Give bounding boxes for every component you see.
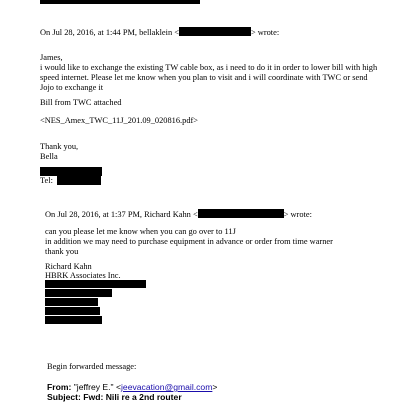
subject-value: Fwd: Nili re a 2nd router [83, 392, 182, 402]
redaction-bar [45, 289, 112, 297]
signature-name: Bella [40, 152, 58, 161]
redaction-bar [45, 316, 102, 324]
signature-company: HBRK Associates Inc. [45, 271, 121, 280]
email-body-line: speed internet. Please let me know when you plan to visit and i will coordinate with TWC or send [40, 73, 368, 82]
attachment-note: Bill from TWC attached [40, 98, 122, 107]
redaction-bar [40, 0, 200, 4]
redaction-bar [57, 176, 101, 185]
signature-name: Richard Kahn [45, 262, 92, 271]
email-closing: Thank you, [40, 142, 79, 151]
email-header-bella: On Jul 28, 2016, at 1:44 PM, bellaklein < > wrote: [40, 28, 280, 37]
email-body-line: i would like to exchange the existing TW cable box, as i need to do it in order to lower bill with high [40, 63, 378, 72]
from-name: "jeffrey E." < [73, 382, 122, 392]
forwarded-intro: Begin forwarded message: [47, 362, 137, 371]
redaction-bar [45, 298, 98, 306]
redaction-bar [179, 27, 251, 36]
from-suffix: > [212, 382, 218, 392]
forwarded-from-line [47, 382, 217, 392]
redaction-bar [45, 280, 146, 288]
forwarded-subject-line [47, 392, 182, 402]
from-label: From: [47, 382, 72, 392]
redaction-bar [45, 307, 100, 315]
from-email-link[interactable]: jeevacation@gmail.com [121, 382, 213, 392]
redaction-bar [198, 209, 284, 218]
email-greeting: James, [40, 53, 63, 62]
attachment-filename[interactable]: <NES_Amex_TWC_11J_201.09_020816.pdf> [40, 116, 199, 125]
subject-label: Subject: [47, 392, 81, 402]
email-body-line: Jojo to exchange it [40, 83, 104, 92]
redaction-bar [40, 167, 102, 176]
email-header-richard: On Jul 28, 2016, at 1:37 PM, Richard Kahn < > wrote: [45, 210, 312, 219]
email-body-line: can you please let me know when you can go over to 11J [45, 227, 236, 236]
tel-label: Tel: [40, 176, 53, 185]
email-body-line: in addition we may need to purchase equipment in advance or order from time warner [45, 237, 333, 246]
email-body-line: thank you [45, 247, 79, 256]
